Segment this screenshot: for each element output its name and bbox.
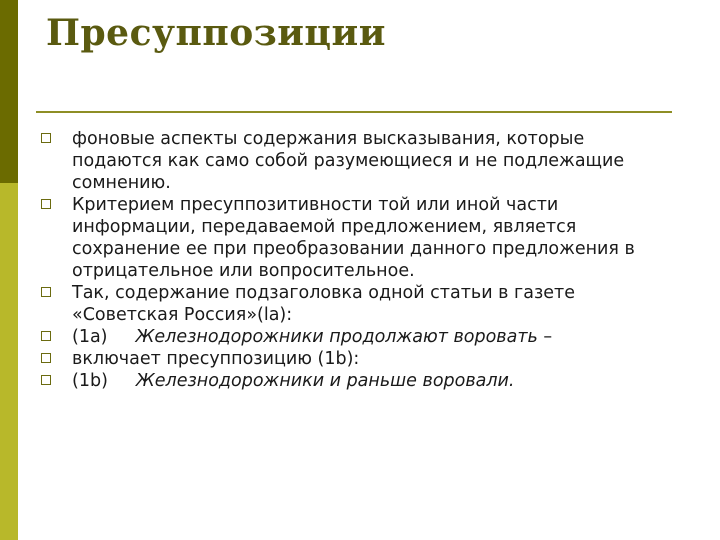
slide-title: Пресуппозиции: [46, 12, 386, 54]
example-label: (1b): [72, 371, 108, 391]
example-dash: –: [537, 327, 553, 347]
hollow-square-bullet-icon: [41, 353, 51, 363]
bullet-text: Критерием пресуппозитивности той или иной части информации, передаваемой предложением, является сохранение ее при преобразовании данного предложения в отрицательное или вопросительное.: [72, 195, 635, 281]
hollow-square-bullet-icon: [41, 331, 51, 341]
example-sentence: Железнодорожники продолжают воровать: [135, 327, 538, 347]
bullet-item: [36, 348, 676, 370]
example-sentence: Железнодорожники и раньше воровали.: [135, 371, 515, 391]
title-divider: [36, 111, 672, 113]
bullet-item: [36, 194, 676, 282]
hollow-square-bullet-icon: [41, 375, 51, 385]
hollow-square-bullet-icon: [41, 287, 51, 297]
sidebar-dark-band: [0, 0, 18, 183]
sidebar-light-band: [0, 183, 18, 540]
bullet-text: фоновые аспекты содержания высказывания, которые подаются как само собой разумеющиеся и не подлежащие сомнению.: [72, 129, 625, 193]
example-label: (1a): [72, 327, 108, 347]
bullet-item: [36, 326, 676, 348]
bullet-text: Так, содержание подзаголовка одной статьи в газете «Советская Россия»(la):: [72, 283, 575, 325]
bullet-list: [36, 128, 676, 392]
hollow-square-bullet-icon: [41, 133, 51, 143]
bullet-text: включает пресуппозицию (1b):: [72, 349, 360, 369]
bullet-item: [36, 128, 676, 194]
bullet-item: [36, 370, 676, 392]
bullet-item: [36, 282, 676, 326]
hollow-square-bullet-icon: [41, 199, 51, 209]
